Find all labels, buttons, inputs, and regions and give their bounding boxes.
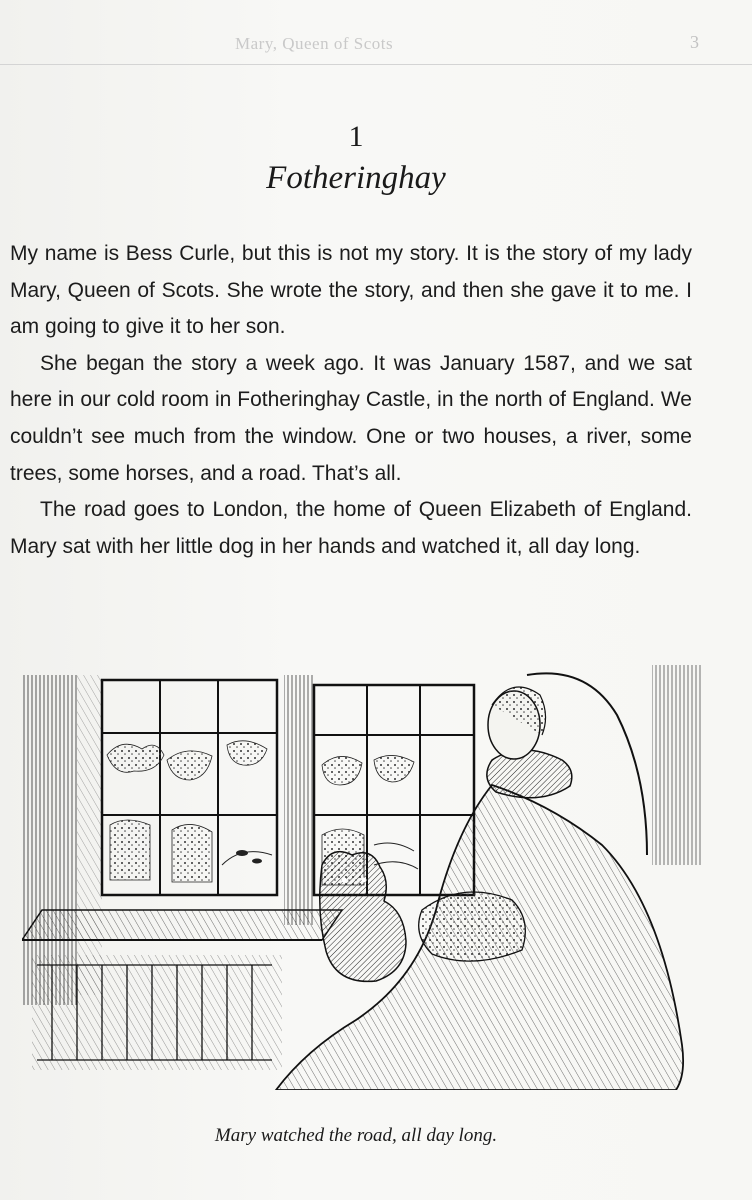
paragraph: She began the story a week ago. It was January 1587, and we sat here in our cold room in Fotheringhay Castle, in the north of England. We couldn’t see much from the window. One or two houses, a river, some trees, some horses, and a road. That’s all. — [10, 351, 692, 485]
running-header-show-through — [0, 30, 752, 70]
running-header-page-number: 3 — [690, 32, 699, 52]
illustration-caption: Mary watched the road, all day long. — [214, 1125, 498, 1146]
running-header-rule — [0, 64, 752, 65]
dog-figure — [320, 852, 406, 982]
paragraph: My name is Bess Curle, but this is not my story. It is the story of my lady Mary, Queen of Scots. She wrote the story, and then she gave it to me. I am going to give it to her son. — [10, 242, 692, 339]
body-text — [10, 236, 692, 565]
chapter-number: 1 — [348, 120, 364, 153]
paragraph: The road goes to London, the home of Queen Elizabeth of England. Mary sat with her little dog in her hands and watched it, all day long. — [10, 498, 692, 558]
running-header-title: Mary, Queen of Scots — [235, 34, 394, 53]
engraving-queen-at-window-illustration — [22, 665, 702, 1090]
chapter-title: Fotheringhay — [266, 160, 446, 196]
